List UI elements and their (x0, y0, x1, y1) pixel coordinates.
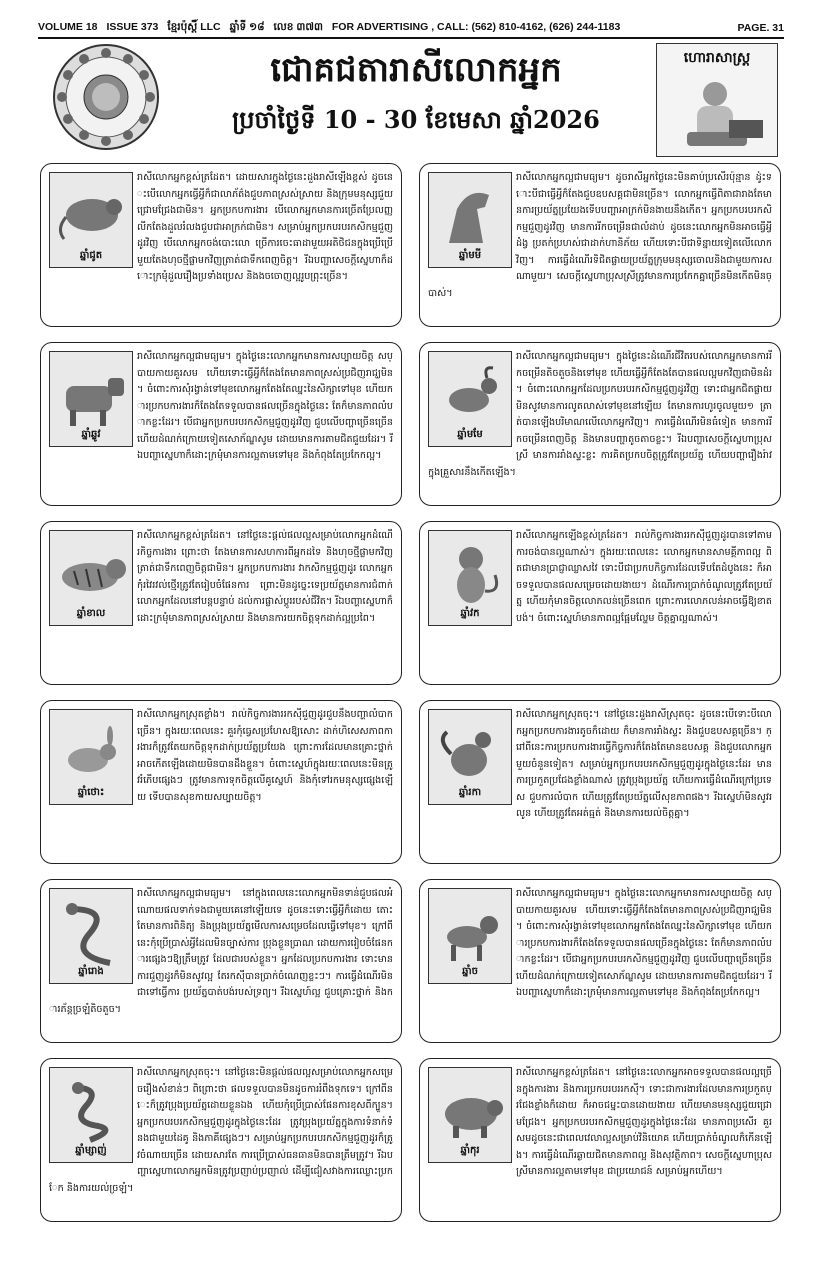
sign-text: រាសីលោកអ្នកស្រុតចុះ។ នៅថ្ងៃនេះដួងរាសីស្រុតចុះ ដូចនេះបើទោះបីលោកអ្នកប្រកបការងារតូចក៏ដោយ ក៏មានការរាំងស្ទះ និងជួបឧបសគ្គច្រើន។ ក្រៅពីនេះការប្រកបការងារធ្វើកិច្ចការក៏តែងតែមានឧបសគ្គ និងជួបលោកអ្នកមួយចំនួនទៀត។ សម្រាប់អ្នកប្រកបរបរកសិកម្មជួញដូរក្នុងថ្ងៃនេះដែរ មានការប្រកួតប្រជែងខ្លាំងណាស់ ត្រូវប្រុងប្រយ័ត្ន ហើយការធ្វើដំណើរក្រៅប្រទេស ជួបការលំបាក ហើយត្រូវតែប្រយ័ត្នលើសុខភាពផង។ រីឯស្នេហ៍មិនសូវរលូន ហើយត្រូវតែអត់ធ្មត់ និងមានការយល់ចិត្តគ្នា។ (516, 709, 772, 819)
brand-label: ខ្មែរប៉ុស្ដិ៍ LLC (167, 20, 221, 33)
sign-text: រាសីលោកអ្នកឡើងខ្ពស់ត្រដែត។ រាល់កិច្ចការងាររកស៊ីជួញដូរបានទៅតាមការចង់បានល្អណាស់។ ក្នុងរយៈពេលនេះ លោកអ្នកមានសាមគ្គីភាពល្អ ពិតជាមានប្រាជ្ញាឈ្លាសវៃ ទោះបីជាប្រកបកិច្ចការដែលទើបតែដំបូងនេះ ក៏អាចទទួលបានផលសម្រេចដោយងាយ។ ដំណើរការប្រាក់ចំណូលត្រូវតែប្រយ័ត្ន ហើយកុំមានចិត្តលោភលន់ច្រើនពេក ព្រោះការលោភលន់អាចធ្វើឱ្យខាតបង់។ ចំពោះស្នេហ៍មានភាពល្អផ្អែមល្ហែម ចិត្តគ្នាល្អណាស់។ (516, 530, 772, 624)
sign-text: រាសីលោកអ្នកល្អជាមធ្យម។ ក្នុងថ្ងៃនេះដំណើរជីវិតរបស់លោកអ្នកមានការរីកចម្រើនតិចតួចនិងទៅមុខ ហើយធ្វើអ្វីក៏តែងតែបានផលល្អមកវិញជាមិនដំរ។ ចំពោះលោកអ្នកដែលប្រកបរបរកសិកម្មជួញដូរវិញ ទោះជាអ្នកជិតផ្លាយមិនសូវមានការលូតលាស់ទៅមុខនៅឡើយ តែមានការហូរចូលមួយ១ ត្រាត់បានឡើងបរិមាណលើលោកអ្នកវិញ។ ការធ្វើដំណើរមិនធំទៀត មានការរីកចម្រើនពេញចិត្ត និងមានបញ្ហាតូចតាចខ្លះ។ រីឯបញ្ហាសេចក្ដីស្នេហាប្រុសស្រី មានការរាំងស្ទះខ្លះ ការគិតប្រកបចិត្តត្រូវតែប្រយ័ត្ន ហើយបញ្ហារឿងរ៉ាវក្នុងគ្រួសារនឹងកើតឡើង។ (428, 351, 772, 478)
horoscope-card-horse (419, 163, 781, 327)
page-title: ជោគជតារាសីលោកអ្នក (270, 50, 562, 90)
volume-label: VOLUME 18 (38, 20, 98, 33)
sign-text: រាសីលោកអ្នកល្អជាមធ្យម។ ដូចរាសីអ្នកថ្ងៃនេះមិនគាប់ប្រសើរប៉ុន្មាន ដូ៎ះទោះបីជាធ្វើអ្វីក៏តែងជួបឧបសគ្គជាមិនច្រើន។ លោកអ្នកធ្វើពិតាជារាងតែមានការប្រយ័ត្នប្រយែងទើបបញ្ហាអាក្រក់មិនងាយនឹងកើត។ អ្នកប្រកបរបរកសិកម្មជួញដូរវិញ មានការរីកចម្រើនជាលំដាប់ ដូចនេះលោកអ្នកមិនអាចធ្វើអ្វីដំង្វ ប្រតក់ប្រហស់ជាដាក់ហានិភ័យ ហើយទោះបីជាទិន្នាយទៀតលើលោកវិញ។ ការធ្វើដំណើរទិជិតផ្លាយប្រយ័ត្នក្រុមមនុស្សចោលនិងជាមួយការសណាមួយ។ សេចក្ដីស្នេហាប្រុសស្រីត្រូវមានការប្រកែកគ្នាច្រើនមិនកើតមិនច្បាស់។ (428, 172, 772, 299)
sign-name: ឆ្នាំរកា (458, 787, 482, 798)
horoscope-card-dragon (40, 879, 402, 1043)
horoscope-card-dog (419, 879, 781, 1043)
masthead-left (38, 21, 626, 36)
horoscope-card-rabbit (40, 700, 402, 864)
horoscope-card-snake (40, 1058, 402, 1222)
sign-name: ឆ្នាំវក (460, 608, 480, 619)
khmer-year-label: ឆ្នាំទី ១៨ (229, 20, 265, 33)
khmer-issue-label: លេខ ៣៧៣ (273, 20, 323, 33)
advert-label: FOR ADVERTISING , CALL: (562) 810-4162, (626) 244-1183 (331, 20, 621, 33)
page-number: PAGE. 31 (737, 22, 784, 34)
sign-name: ឆ្នាំច (462, 966, 478, 977)
sign-text: រាសីលោកអ្នកស្រុតខ្លាំង។ រាល់កិច្ចការងាររកស៊ីជួញដូរជួបនឹងបញ្ហាលំបាកច្រើន។ ក្នុងរយៈពេលនេះ គួរកុំធ្វេសប្រហែសឱ្យសោះ ដាក់ហិសេសភាពការងារក៏ត្រូវតែយកចិត្តទុកដាក់ប្រយ័ត្នប្រយែង ព្រោះការដែលមានគ្រោះថ្នាក់អាចកើតឡើងដោយមិនបានដឹងខ្លួន។ ចំពោះស្នេហ៍ក្នុងរយៈពេលនេះមិនត្រូវរំភើបផ្សេងៗ ត្រូវមានការទុកចិត្តលើគូស្នេហ៍ និងកុំទៅរកមនុស្សផ្សេងឡើយ ទើបបានសុខកាយសប្បាយចិត្ត។ (137, 709, 393, 803)
sign-name: ឆ្នាំមមែ (457, 429, 483, 440)
horoscope-card-monkey (419, 521, 781, 685)
horoscope-card-rooster (419, 700, 781, 864)
sign-text: រាសីលោកអ្នកល្អជាមធ្យម។ ក្នុងថ្ងៃនេះលោកអ្នកមានការសប្បាយចិត្ត សប្បាយកាយគួរសម ហើយទោះធ្វើអ្វីក៏តែងតែមានភាពស្រស់ប្រជិញរាជ្ឃមិន។ ចំពោះការសុំរង្វាន់ទៅមុខលោកអ្នកតែងតែឈ្នះនៃសិក្សាទៅមុខ ហើយការប្រកបការងារក៏តែងតែទទួលបានផលច្រើនក្នុងថ្ងៃនេះ តែក៏មានភាពលំបាកខ្លះដែរ។ បើជាអ្នកប្រកបរបរកសិកម្មជួញដូរវិញ ជួបលើបញ្ហាច្រើនច្រើន ហើយដំណក់ក្រោយទៀតសោភ័ណ្ឌសូម ដោយមានការតាមជិតជួយដែរ។ រីឯបញ្ហាស្នេហាក៏ដោះក្រមុំមានការល្អតាមទៅមុខ និងកំពុងតែប្រកែកល្អ។ (137, 351, 393, 461)
sign-name: ឆ្នាំរោង (78, 966, 104, 977)
sign-text: រាសីលោកអ្នកខ្ពស់ត្រដែត។ នៅថ្ងៃនេះលោកអ្នកអាចទទួលបានផលល្អច្រើនក្នុងការងារ និងការប្រកបរបររកស៊ី។ ទោះជាការងារដែលមានការប្រកួតប្រជែងខ្លាំងក៏ដោយ ក៏អាចជម្នះបានដោយងាយ ហើយមានមនុស្សជួយជ្រោមជ្រែង។ អ្នកប្រកបរបរកសិកម្មជួញដូរក្នុងថ្ងៃនេះដែរ មានភាពប្រសើរ គួរសមដូចនេះជាពេលវេលាល្អសម្រាប់វិនិយោគ ហើយប្រាក់ចំណូលក៏កើនឡើង។ ការធ្វើដំណើរឆ្ងាយជិតមានភាពល្អ និងសុវត្ថិភាព។ សេចក្ដីស្នេហាប្រុសស្រីមានការល្អតាមទៅមុខ ជាប្រយោជន៍ សម្រាប់អ្នកហើយ។ (516, 1067, 772, 1177)
issue-label: ISSUE 373 (106, 20, 159, 33)
sign-name: ឆ្នាំឆ្លូវ (81, 429, 101, 440)
sign-text: រាសីលោកអ្នកល្អជាមធ្យម។ ក្នុងថ្ងៃនេះលោកអ្នកមានការសប្បាយចិត្ត សប្បាយកាយគួរសម ហើយទោះធ្វើអ្វីក៏តែងតែមានភាពស្រស់ប្រជិញរាជ្ឃមិន។ ចំពោះការសុំរង្វាន់ទៅមុខលោកអ្នកតែងតែឈ្នះនៃសិក្សាទៅមុខ ហើយការប្រកបការងារក៏តែងតែទទួលបានផលច្រើនក្នុងថ្ងៃនេះ តែក៏មានភាពលំបាកខ្លះដែរ។ បើជាអ្នកប្រកបរបរកសិកម្មជួញដូរវិញ ជួបលើបញ្ហាច្រើនច្រើន ហើយដំណក់ក្រោយទៀតសោភ័ណ្ឌសូម ដោយមានការតាមជិតជួយដែរ។ រីឯបញ្ហាស្នេហាក៏ដោះក្រមុំមានការល្អតាមទៅមុខ និងកំពុងតែប្រកែកល្អ។ (516, 888, 772, 998)
sign-name: ឆ្នាំខាល (76, 608, 106, 619)
masthead-rule (38, 37, 784, 39)
horoscope-card-pig (419, 1058, 781, 1222)
horoscope-card-goat (419, 342, 781, 506)
horoscope-card-ox (40, 342, 402, 506)
horoscope-card-rat (40, 163, 402, 327)
horoscope-card-tiger (40, 521, 402, 685)
masthead-bar (38, 20, 784, 36)
zodiac-wheel-icon (52, 43, 160, 151)
page-subtitle: ប្រចាំថ្ងៃទី 10 - 30 ខែមេសា ឆ្នាំ2026 (232, 105, 600, 134)
sign-text: រាសីលោកអ្នកខ្ពស់ត្រដែត។ ដោយសារក្នុងថ្ងៃនេះដួងរាសីឡើងខ្ពស់ ដូចនេះបើលោកអ្នកធ្វើអ្វីក៏ជាលាភ័ត៌ងជួបភាពស្រស់ស្រាយ និងក្រុមមនុស្សជួយជ្រោមជ្រែងជាមិន។ អ្នកប្រកបការងារ បើលោកអ្នកមានការច្រើតប្រែលញ្ញលីកតែងដួលរំលងជួបជាអាក្រក់ជាមិន។ សម្រាប់អ្នកប្រកបរបរកសិកម្មជួញដូរវិញ បើលោកអ្នកចង់បោះលោ ច្រើការចេះធាដាមួយអតិថិជនក្នុងប្រើប្រើមួយតែងហុចថ្មីផ្លាមកវិញត្រាត់ជាទឹកពេញចិត្ត។ រីឯបញ្ហាសេចក្ដីស្នេហាក៏ដោះក្រមុំដួលរឿងប្រទាំងប្រេស និងងចចោញល្អរូបព្រុះច្រើន។ (137, 172, 393, 282)
astrologer-label: ហោរាសាស្ត្រ (683, 50, 751, 66)
sign-text: រាសីលោកអ្នកខ្ពស់ត្រដែត។ នៅថ្ងៃនេះផ្ដល់ផលល្អសម្រាប់លោកអ្នកដំណើរកិច្ចការងារ ព្រោះថា តែងមានការសហការពីអ្នកដទៃ និងហុចថ្មីផ្លាមកវិញ ត្រាត់ជាទឹកពេញចិត្តជាមិន។ អ្នកប្រកបការងារ វាកសិកម្មជួញដូរ លោកអ្នកកុំរវៃរវល់ថ្មើរត្រូវតែរៀបចំផែនការ ព្រោះមិនដូច្នេះទេប្រយ័ត្នមានការជំពាក់លោកអ្នកដែលនៅបន្តបន្ទាប់ ដល់ការផ្លាស់ប្ដូររបស់ជីវិត។ រីឯបញ្ហាស្នេហាក៏ដោះក្រមុំមានភាពស្រស់ស្រាយ និងមានការយកចិត្តទុកដាក់ល្អប្រពៃ។ (137, 530, 393, 624)
sign-name: ឆ្នាំជូត (79, 250, 103, 261)
sign-name: ឆ្នាំកុរ (460, 1145, 480, 1156)
sign-name: ឆ្នាំមមី (458, 250, 482, 261)
sign-name: ឆ្នាំម្សាញ់ (75, 1145, 107, 1156)
sign-text: រាសីលោកអ្នកល្អជាមធ្យម។ នៅក្នុងពេលនេះលោកអ្នកមិនទាន់ជួបផលអំណោយផលទាក់ទងជាមួយគេនៅឡើយទេ ដូចនេះទោះធ្វើអ្វីក៏ដោយ តោះតែមានការពិនិត្យ និងប្រុងប្រយ័ត្នមើលការសម្រេចដែលធ្វើទៅមុខ។ ក្រៅពីនេះកុំប្រើប្រាស់អ្វីដែលមិនច្បាស់ការ ប្រុងខ្លួនប្រាណ ដោយការរៀបចំផែនការផ្សេងៗឱ្យត្រឹមត្រូវ ដែលជារបស់ខ្លួន។ អ្នកដែលប្រកបការងារ ទោះមានការជួញដូរក៏មិនសូវល្អ តែរកស៊ីបានប្រាក់ចំណេញខ្លះៗ។ ការធ្វើដំណើរមិនជាទៅធ្វើការ ប្រយ័ត្នបាត់បង់របស់ទ្រព្យ។ រីឯស្នេហ៍ល្អ ជួបគ្រោះថ្នាក់ និងការភ័ន្តច្រឡំតិចតួច។ (49, 888, 393, 1015)
astrologer-panel (656, 43, 778, 157)
sign-name: ឆ្នាំថោះ (77, 787, 105, 798)
sign-text: រាសីលោកអ្នកស្រុតចុះ។ នៅថ្ងៃនេះមិនផ្ដល់ផលល្អសម្រាប់លោកអ្នកសម្រេចរឿងសំខាន់ៗ ពិព្រោះថា ផលទទួលបានមិនដូចការរំពឹងទុកទេ។ ក្រៅពីនេះក៏ត្រូវប្រុងប្រយ័ត្នដោយខ្លួនឯង ហើយកុំប្រើប្រាស់ផែនការខុសពីក្បួន។ អ្នកប្រកបរបរកសិកម្មជួញដូរក្នុងថ្ងៃនេះដែរ ត្រូវប្រុងប្រយ័ត្នក្នុងការទំនាក់ទំនងជាមួយដៃគូ និងភាគីផ្សេងៗ។ សម្រាប់អ្នកប្រកបរបរកសិកម្មជួញដូរក៏ត្រូវចំណាយច្រើន ដោយសារតែ ការប្រើប្រាស់ធនធានមិនបានត្រឹមត្រូវ។ រីឯបញ្ហាស្នេហាលោកអ្នកមិនត្រូវប្រញាប់ប្រញាល់ ដើម្បីជៀសវាងការឈ្លោះប្រកែក និងការយល់ច្រឡំ។ (49, 1067, 393, 1194)
